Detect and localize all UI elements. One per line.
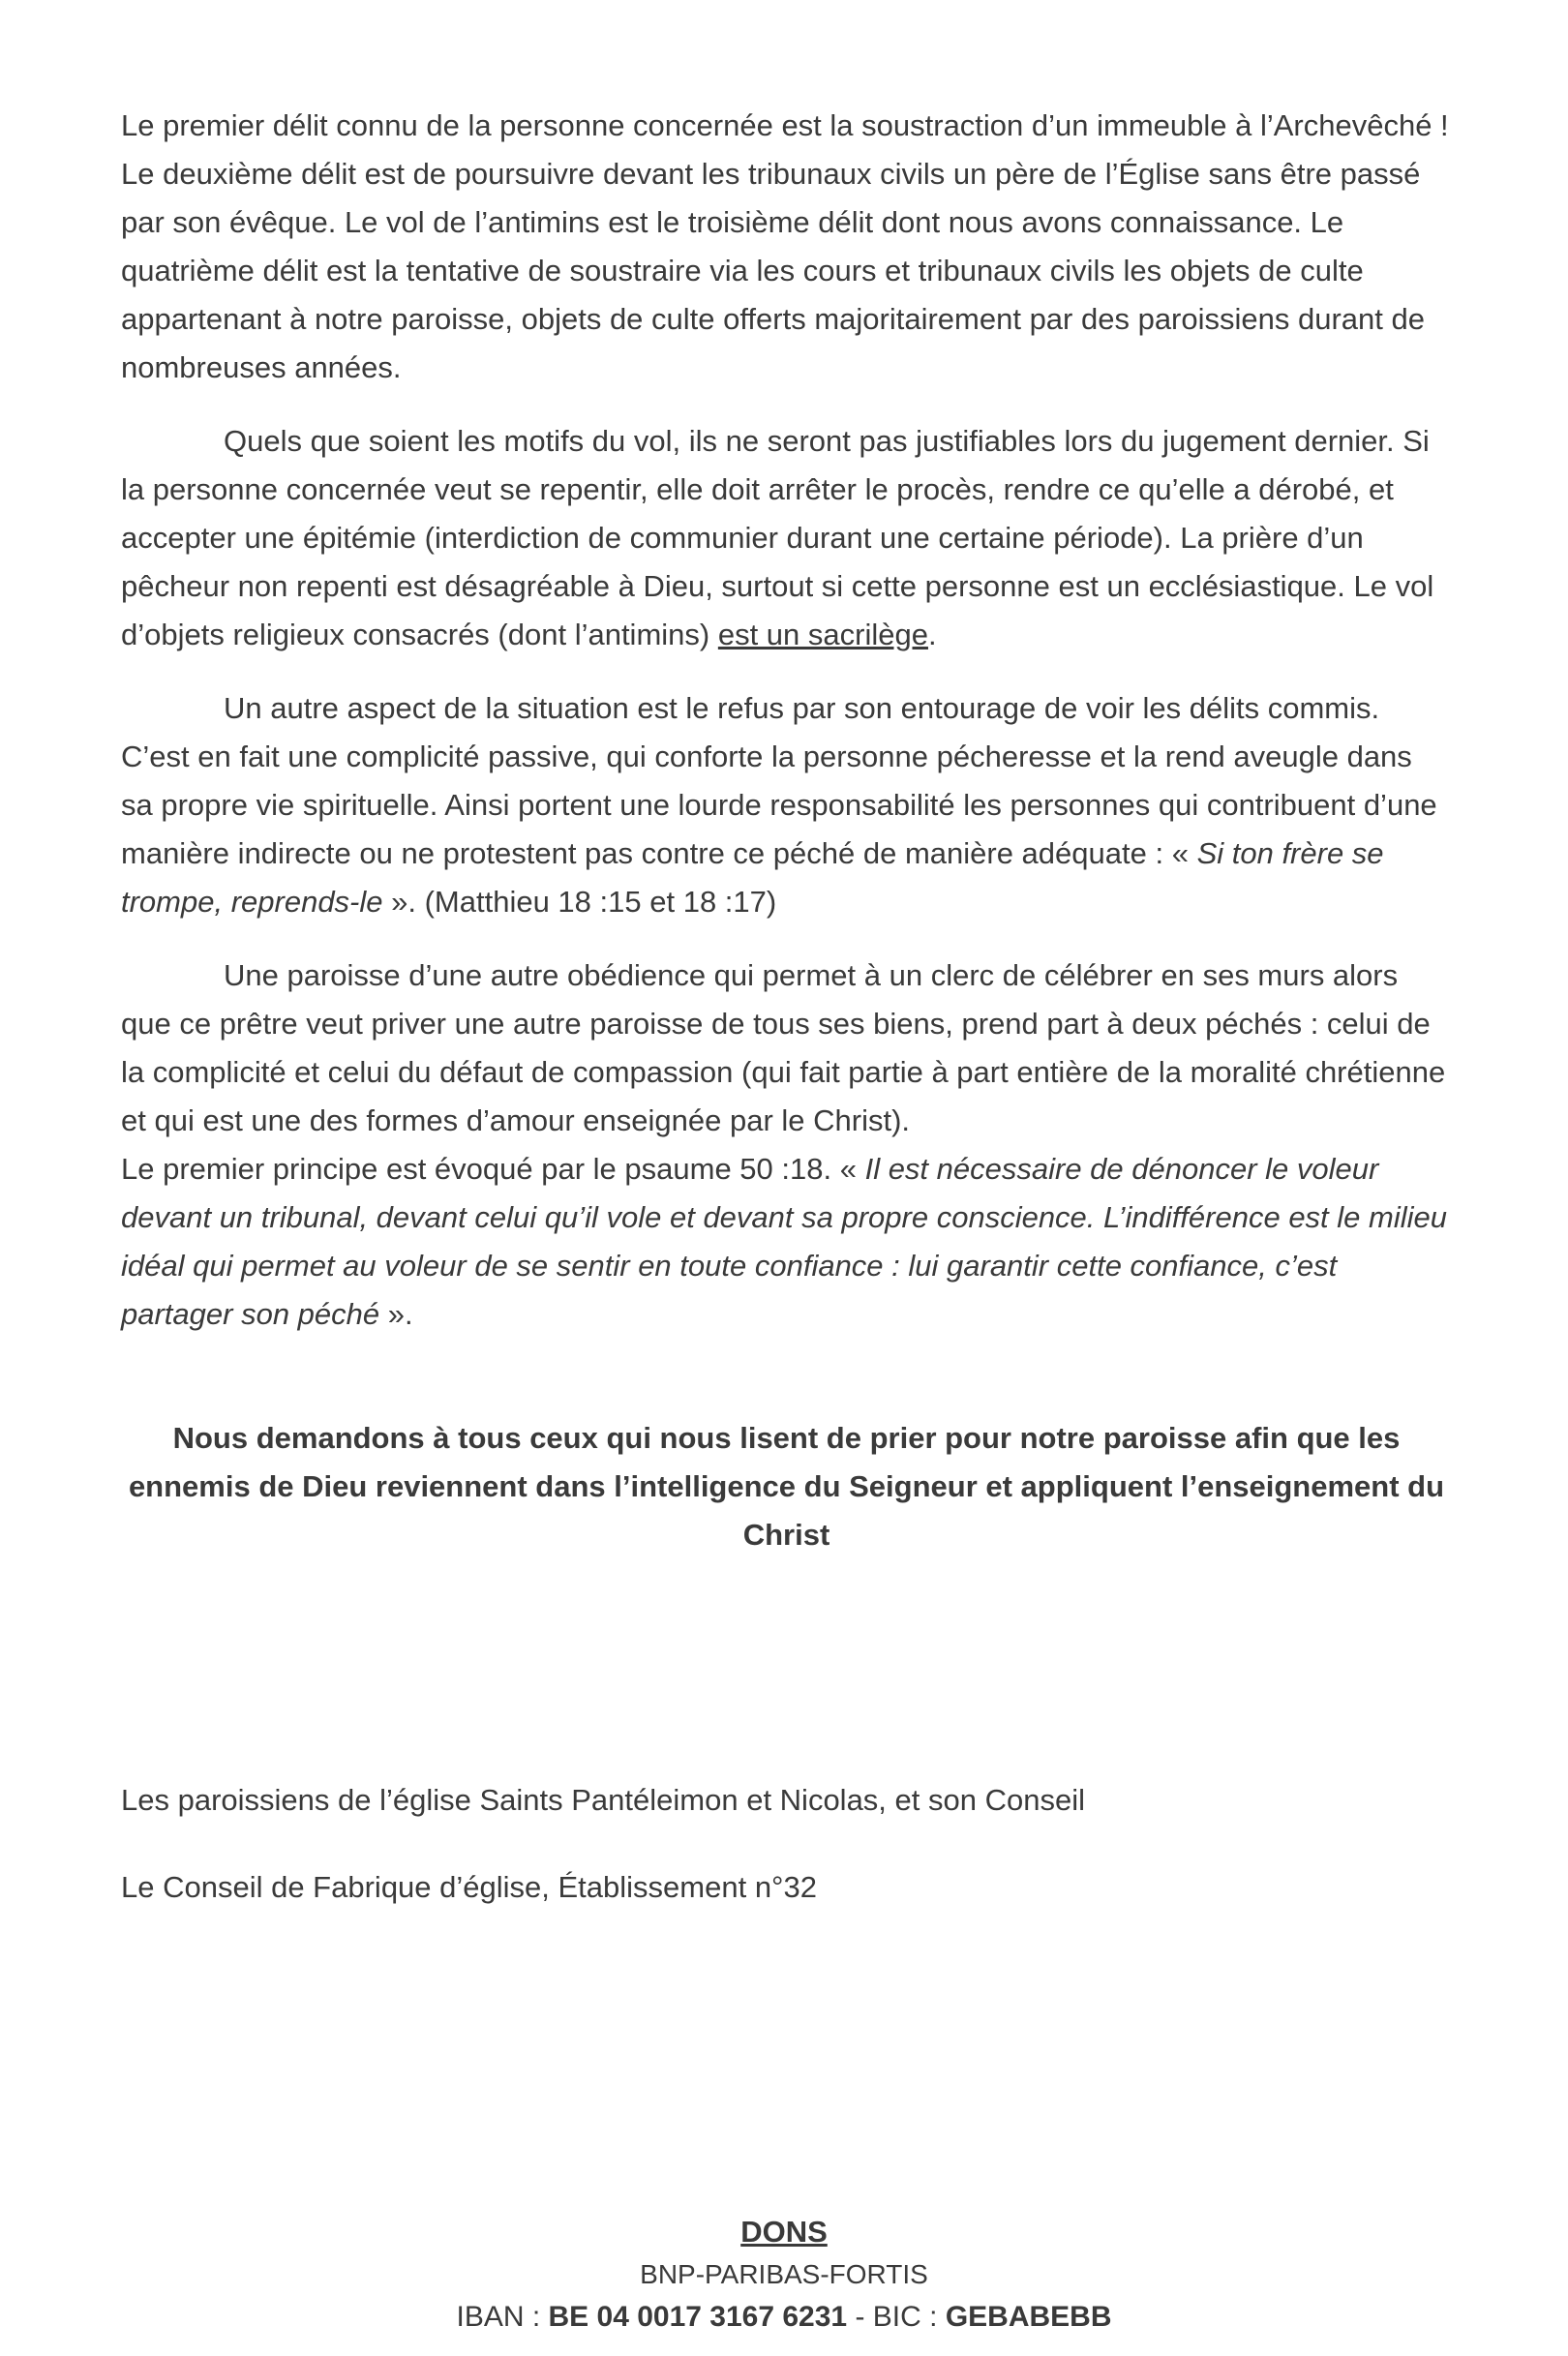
paragraph-repentir-end: .: [927, 618, 937, 651]
bic-value: GEBABEBB: [945, 2301, 1112, 2333]
paragraph-entourage-reference: ». (Matthieu 18 :15 et 18 :17): [382, 885, 777, 919]
paragraph-repentir-text: Quels que soient les motifs du vol, ils ne seront pas justifiables lors du jugement dernier. Si la personne concernée veut se repentir, elle doit arrêter le procès, rendre ce qu’elle a dérobé, et accepter une épitémie (interdiction de communier durant une certaine période). La prière d’un pêcheur non repenti est désagréable à Dieu, surtout si cette personne est un ecclésiastique. Le vol d’objets religieux consacrés (dont l’antimins): [121, 424, 1434, 651]
paragraph-repentir-underline: est un sacrilège: [717, 618, 928, 651]
paragraph-delits: Le premier délit connu de la personne concernée est la soustraction d’un immeuble à l’Archevêché ! Le deuxième délit est de poursuivre devant les tribunaux civils un père de l’Église sans être passé par son évêque. Le vol de l’antimins est le troisième délit dont nous avons connaissance. Le quatrième délit est la tentative de soustraire via les cours et tribunaux civils les objets de culte appartenant à notre paroisse, objets de culte offerts majoritairement par des paroissiens durant de nombreuses années.: [121, 108, 1449, 384]
iban-value: BE 04 0017 3167 6231: [548, 2301, 848, 2333]
paragraph-entourage-citation: Si ton frère se trompe, reprends-le: [121, 836, 1384, 919]
paragraph-repentir: [121, 417, 1452, 659]
paragraph-obedience: Une paroisse d’une autre obédience qui permet à un clerc de célébrer en ses murs alors que ce prêtre veut priver une autre paroisse de tous ses biens, prend part à deux péchés : celui de la complicité et celui du défaut de compassion (qui fait partie à part entière de la moralité chrétienne et qui est une des formes d’amour enseignée par le Christ).: [121, 958, 1446, 1137]
paragraph-entourage-text: Un autre aspect de la situation est le refus par son entourage de voir les délits commis. C’est en fait une complicité passive, qui conforte la personne pécheresse et la rend aveugle dans sa propre vie spirituelle. Ainsi portent une lourde responsabilité les personnes qui contribuent d’une manière indirecte ou ne protestent pas contre ce péché de manière adéquate : «: [121, 691, 1437, 870]
donations-iban-line: [0, 2295, 1568, 2340]
appeal-text: Nous demandons à tous ceux qui nous lisent de prier pour notre paroisse afin que les ennemis de Dieu reviennent dans l’intelligence du Seigneur et appliquent l’enseignement du Christ: [128, 1421, 1445, 1552]
donations-block: [0, 2210, 1568, 2340]
signature-paroissiens: Les paroissiens de l’église Saints Pantéleimon et Nicolas, et son Conseil: [121, 1783, 1085, 1817]
paragraph-psaume-end: ».: [379, 1297, 413, 1331]
iban-label: IBAN :: [456, 2301, 549, 2333]
paragraph-psaume: [121, 1145, 1452, 1339]
paragraph-entourage: [121, 684, 1452, 926]
donations-title: DONS: [740, 2215, 828, 2249]
signature-conseil: Le Conseil de Fabrique d’église, Établissement n°32: [121, 1870, 817, 1904]
paragraph-psaume-text: Le premier principe est évoqué par le psaume 50 :18. «: [121, 1152, 865, 1186]
donations-bank-name: BNP-PARIBAS-FORTIS: [640, 2259, 928, 2289]
bic-label: - BIC :: [847, 2301, 946, 2333]
paragraph-psaume-citation: Il est nécessaire de dénoncer le voleur devant un tribunal, devant celui qu’il vole et devant sa propre conscience. L’indifférence est le milieu idéal qui permet au voleur de se sentir en toute confiance : lui garantir cette confiance, c’est partager son péché: [121, 1152, 1447, 1331]
